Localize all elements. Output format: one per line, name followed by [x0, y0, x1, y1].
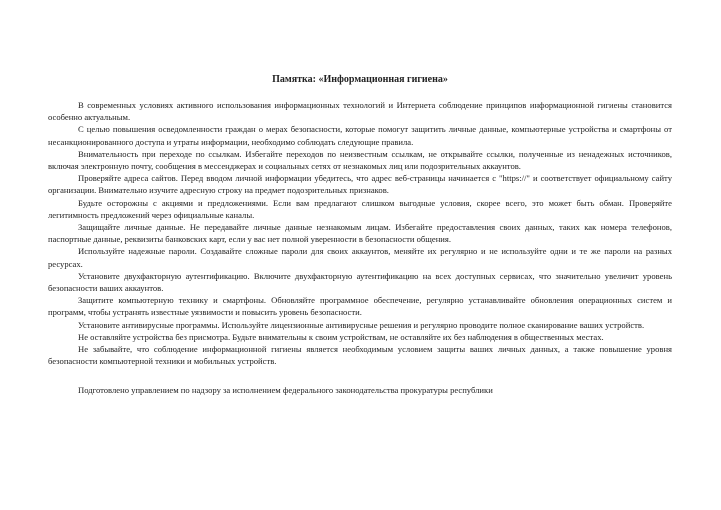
paragraph-two-factor: Установите двухфакторную аутентификацию. Включите двухфакторную аутентификацию на всех доступных сервисах, что значительно увеличит уровень безопасности ваших аккаунтов. [48, 270, 672, 294]
paragraph-antivirus: Установите антивирусные программы. Используйте лицензионные антивирусные решения и регулярно проводите полное сканирование ваших устройств. [78, 319, 645, 330]
document-footer: Подготовлено управлением по надзору за исполнением федерального законодательства прокуратуры республики [78, 385, 493, 396]
document-body [48, 74, 672, 397]
paragraph-intro: В современных условиях активного использования информационных технологий и Интернета соблюдение принципов информационной гигиены становится особенно актуальным. [48, 100, 672, 123]
paragraph-conclusion: Не забывайте, что соблюдение информационной гигиены является необходимым условием защиты ваших личных данных, а также повышение уровня безопасности компьютерной техники и мобильных устройств. [48, 344, 672, 367]
page-title: Памятка: «Информационная гигиена» [272, 74, 448, 85]
paragraph-device-updates: Защитите компьютерную технику и смартфоны. Обновляйте программное обеспечение, регулярно устанавливайте обновления операционных систем и программ, чтобы устранять известные уязвимости и повысить уровень безопасности. [48, 295, 672, 318]
paragraph-unattended-devices: Не оставляйте устройства без присмотра. Будьте внимательны к своим устройствам, не оставляйте их без наблюдения в общественных местах. [78, 331, 604, 342]
paragraph-links: Внимательность при переходе по ссылкам. Избегайте переходов по неизвестным ссылкам, не открывайте ссылки, полученные из ненадежных источников, включая электронную почту, сообщения в мессенджерах и социальных сетях от незнакомых лиц или подозрительных аккаунтов. [48, 148, 672, 172]
paragraph-site-addresses: Проверяйте адреса сайтов. Перед вводом личной информации убедитесь, что адрес веб-страницы начинается с "https://" и соответствует официальному сайту организации. Внимательно изучите адресную строку на предмет подозрительных признаков. [48, 173, 672, 196]
paragraph-passwords: Используйте надежные пароли. Создавайте сложные пароли для своих аккаунтов, меняйте их регулярно и не используйте одни и те же пароли на разных ресурсах. [48, 246, 672, 269]
paragraph-personal-data: Защищайте личные данные. Не передавайте личные данные незнакомым лицам. Избегайте предоставления своих данных, таких как номера телефонов, паспортные данные, реквизиты банковских карт, если у вас нет полной уверенности в безопасности общения. [48, 222, 672, 245]
paragraph-purpose: С целью повышения осведомленности граждан о мерах безопасности, которые помогут защитить личные данные, компьютерные устройства и смартфоны от несанкционированного доступа и утраты информации, необходимо соблюдать следующие правила. [48, 124, 672, 147]
paragraph-offers: Будьте осторожны с акциями и предложениями. Если вам предлагают слишком выгодные условия, скорее всего, это может быть обман. Проверяйте легитимность предложений через официальные каналы. [48, 197, 672, 220]
